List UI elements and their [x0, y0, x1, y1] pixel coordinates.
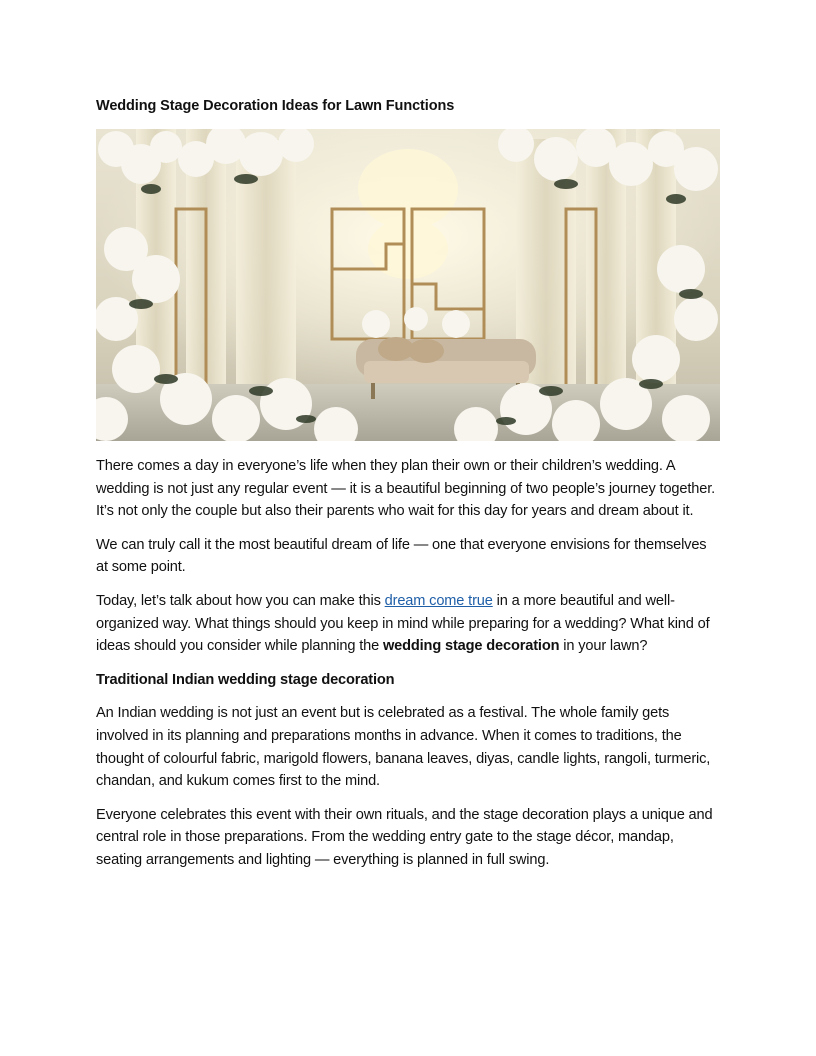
- section-heading: Traditional Indian wedding stage decoration: [96, 671, 395, 688]
- paragraph-dream: We can truly call it the most beautiful dream of life — one that everyone envisions for themselves at some point.: [96, 536, 707, 576]
- paragraph-today-text-3: in your lawn?: [559, 638, 648, 655]
- paragraph-today: [96, 590, 720, 658]
- paragraph-indian-wedding: An Indian wedding is not just an event but is celebrated as a festival. The whole family gets involved in its planning and preparations months in advance. When it comes to traditions, the thought of colourful fabric, marigold flowers, banana leaves, diyas, candle lights, rangoli, turmeric, chandan, and kukum comes first to the mind.: [96, 705, 711, 790]
- document-page: [96, 96, 720, 883]
- dream-come-true-link[interactable]: dream come true: [384, 592, 493, 609]
- paragraph-celebration: Everyone celebrates this event with their own rituals, and the stage decoration plays a unique and central role in those preparations. From the wedding entry gate to the stage décor, mandap, seating arrangements and lighting — everything is planned in full swing.: [96, 806, 713, 868]
- paragraph-today-text-1: Today, let’s talk about how you can make this: [96, 592, 385, 609]
- page-title: Wedding Stage Decoration Ideas for Lawn Functions: [96, 98, 455, 114]
- wedding-stage-photo: [96, 129, 720, 441]
- paragraph-today-text-2: in a more beautiful and well-organized way. What things should you keep in mind while preparing for a wedding? What kind of ideas should you consider while planning the: [96, 592, 710, 655]
- bold-keyword: wedding stage decoration: [382, 638, 560, 655]
- paragraph-intro: There comes a day in everyone’s life when they plan their own or their children’s wedding. A wedding is not just any regular event — it is a beautiful beginning of two people’s journey together. It’s not only the couple but also their parents who wait for this day for years and dream about it.: [96, 458, 716, 520]
